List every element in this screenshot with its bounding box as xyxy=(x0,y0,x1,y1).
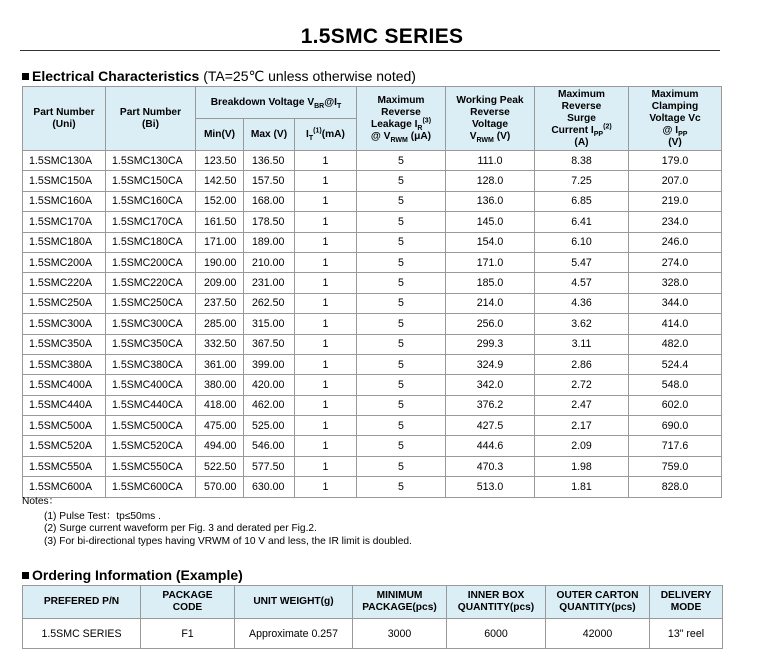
cell-max-v: 546.00 xyxy=(244,436,295,456)
cell-vrwm: 111.0 xyxy=(446,151,535,171)
cell-part-uni: 1.5SMC180A xyxy=(23,232,106,252)
header-it-ma: $I_T^{(1)}(mA)$ xyxy=(295,119,357,151)
title-divider xyxy=(20,50,720,51)
page-title: 1.5SMC SERIES xyxy=(300,25,464,48)
cell-vrwm: 376.2 xyxy=(446,395,535,415)
cell-it: 1 xyxy=(295,334,357,354)
cell-part-bi: 1.5SMC600CA xyxy=(106,477,196,497)
cell-vrwm: 427.5 xyxy=(446,416,535,436)
table-row xyxy=(23,477,722,497)
ordering-heading-text: Ordering Information (Example) xyxy=(32,567,243,583)
cell-leakage: 5 xyxy=(357,334,446,354)
cell-it: 1 xyxy=(295,151,357,171)
cell-surge-current: 2.86 xyxy=(535,354,629,374)
cell-leakage: 5 xyxy=(357,171,446,191)
cell-it: 1 xyxy=(295,354,357,374)
cell-part-bi: 1.5SMC160CA xyxy=(106,191,196,211)
cell-min-v: 142.50 xyxy=(196,171,244,191)
cell-min-v: 237.50 xyxy=(196,293,244,313)
electrical-condition: (TA=25℃ unless otherwise noted) xyxy=(203,68,416,84)
electrical-table-body xyxy=(23,151,722,498)
table-row xyxy=(23,395,722,415)
cell-part-uni: 1.5SMC250A xyxy=(23,293,106,313)
cell-leakage: 5 xyxy=(357,456,446,476)
cell-vrwm: 214.0 xyxy=(446,293,535,313)
cell-it: 1 xyxy=(295,171,357,191)
cell-surge-current: 6.10 xyxy=(535,232,629,252)
header-max-v: Max (V) xyxy=(244,119,295,151)
cell-min-v: 332.50 xyxy=(196,334,244,354)
cell-vrwm: 171.0 xyxy=(446,252,535,272)
cell-max-v: 420.00 xyxy=(244,375,295,395)
table-row xyxy=(23,293,722,313)
cell-surge-current: 1.81 xyxy=(535,477,629,497)
order-header-unit-weight: UNIT WEIGHT(g) xyxy=(235,586,353,619)
cell-surge-current: 1.98 xyxy=(535,456,629,476)
cell-part-uni: 1.5SMC130A xyxy=(23,151,106,171)
cell-leakage: 5 xyxy=(357,273,446,293)
cell-surge-current: 8.38 xyxy=(535,151,629,171)
cell-part-bi: 1.5SMC250CA xyxy=(106,293,196,313)
cell-surge-current: 3.11 xyxy=(535,334,629,354)
order-cell-unit-weight: Approximate 0.257 xyxy=(235,619,353,649)
order-header-package-code: PACKAGE CODE xyxy=(141,586,235,619)
cell-vrwm: 470.3 xyxy=(446,456,535,476)
order-header-delivery-mode: DELIVERY MODE xyxy=(650,586,723,619)
header-working-peak-voltage: Working Peak Reverse Voltage $V_{RWM}$ (V) xyxy=(446,87,535,151)
order-header-min-package: MINIMUM PACKAGE(pcs) xyxy=(353,586,447,619)
cell-max-v: 315.00 xyxy=(244,314,295,334)
cell-part-uni: 1.5SMC160A xyxy=(23,191,106,211)
cell-clamping-voltage: 344.0 xyxy=(629,293,722,313)
cell-surge-current: 2.47 xyxy=(535,395,629,415)
cell-leakage: 5 xyxy=(357,212,446,232)
header-min-v: Min(V) xyxy=(196,119,244,151)
cell-max-v: 157.50 xyxy=(244,171,295,191)
cell-leakage: 5 xyxy=(357,375,446,395)
cell-max-v: 178.50 xyxy=(244,212,295,232)
cell-clamping-voltage: 219.0 xyxy=(629,191,722,211)
cell-surge-current: 2.09 xyxy=(535,436,629,456)
header-leakage: Maximum Reverse Leakage $I_R^{(3)}$ @ $V_{RWM}$ (μA) xyxy=(357,87,446,151)
cell-part-bi: 1.5SMC400CA xyxy=(106,375,196,395)
cell-max-v: 462.00 xyxy=(244,395,295,415)
cell-it: 1 xyxy=(295,416,357,436)
cell-vrwm: 444.6 xyxy=(446,436,535,456)
cell-surge-current: 7.25 xyxy=(535,171,629,191)
cell-surge-current: 4.36 xyxy=(535,293,629,313)
electrical-heading-text: Electrical Characteristics xyxy=(32,68,200,84)
cell-part-bi: 1.5SMC380CA xyxy=(106,354,196,374)
cell-max-v: 210.00 xyxy=(244,252,295,272)
cell-clamping-voltage: 828.0 xyxy=(629,477,722,497)
cell-clamping-voltage: 548.0 xyxy=(629,375,722,395)
cell-surge-current: 3.62 xyxy=(535,314,629,334)
cell-it: 1 xyxy=(295,191,357,211)
cell-leakage: 5 xyxy=(357,191,446,211)
cell-it: 1 xyxy=(295,436,357,456)
cell-vrwm: 154.0 xyxy=(446,232,535,252)
ordering-information-table xyxy=(22,585,723,649)
cell-clamping-voltage: 759.0 xyxy=(629,456,722,476)
cell-it: 1 xyxy=(295,375,357,395)
cell-clamping-voltage: 328.0 xyxy=(629,273,722,293)
table-row xyxy=(23,334,722,354)
order-cell-inner-box: 6000 xyxy=(447,619,546,649)
cell-clamping-voltage: 274.0 xyxy=(629,252,722,272)
cell-part-uni: 1.5SMC380A xyxy=(23,354,106,374)
cell-part-uni: 1.5SMC150A xyxy=(23,171,106,191)
header-part-bi: Part Number (Bi) xyxy=(106,87,196,151)
cell-it: 1 xyxy=(295,252,357,272)
notes-block xyxy=(22,496,412,548)
cell-leakage: 5 xyxy=(357,354,446,374)
cell-clamping-voltage: 234.0 xyxy=(629,212,722,232)
cell-clamping-voltage: 246.0 xyxy=(629,232,722,252)
cell-max-v: 168.00 xyxy=(244,191,295,211)
cell-part-bi: 1.5SMC170CA xyxy=(106,212,196,232)
table-row xyxy=(23,375,722,395)
cell-vrwm: 324.9 xyxy=(446,354,535,374)
cell-min-v: 171.00 xyxy=(196,232,244,252)
cell-clamping-voltage: 482.0 xyxy=(629,334,722,354)
cell-max-v: 525.00 xyxy=(244,416,295,436)
cell-part-bi: 1.5SMC440CA xyxy=(106,395,196,415)
note-line: (3) For bi-directional types having VRWM of 10 V and less, the IR limit is doubled. xyxy=(44,535,412,547)
cell-leakage: 5 xyxy=(357,232,446,252)
table-row xyxy=(23,212,722,232)
cell-min-v: 570.00 xyxy=(196,477,244,497)
table-row xyxy=(23,252,722,272)
cell-leakage: 5 xyxy=(357,477,446,497)
cell-part-bi: 1.5SMC300CA xyxy=(106,314,196,334)
cell-part-bi: 1.5SMC150CA xyxy=(106,171,196,191)
cell-leakage: 5 xyxy=(357,293,446,313)
header-breakdown-voltage: Breakdown Voltage $V_{BR}@I_T$ xyxy=(196,87,357,119)
cell-part-bi: 1.5SMC180CA xyxy=(106,232,196,252)
cell-clamping-voltage: 717.6 xyxy=(629,436,722,456)
cell-vrwm: 256.0 xyxy=(446,314,535,334)
cell-surge-current: 6.41 xyxy=(535,212,629,232)
cell-min-v: 190.00 xyxy=(196,252,244,272)
electrical-characteristics-table xyxy=(22,86,722,498)
cell-leakage: 5 xyxy=(357,436,446,456)
cell-max-v: 367.50 xyxy=(244,334,295,354)
cell-max-v: 262.50 xyxy=(244,293,295,313)
cell-max-v: 577.50 xyxy=(244,456,295,476)
order-header-inner-box: INNER BOX QUANTITY(pcs) xyxy=(447,586,546,619)
cell-part-uni: 1.5SMC300A xyxy=(23,314,106,334)
cell-part-bi: 1.5SMC520CA xyxy=(106,436,196,456)
cell-part-bi: 1.5SMC350CA xyxy=(106,334,196,354)
cell-surge-current: 5.47 xyxy=(535,252,629,272)
table-row xyxy=(23,456,722,476)
cell-leakage: 5 xyxy=(357,395,446,415)
cell-min-v: 161.50 xyxy=(196,212,244,232)
cell-it: 1 xyxy=(295,456,357,476)
cell-vrwm: 513.0 xyxy=(446,477,535,497)
cell-min-v: 152.00 xyxy=(196,191,244,211)
cell-part-uni: 1.5SMC400A xyxy=(23,375,106,395)
cell-vrwm: 185.0 xyxy=(446,273,535,293)
cell-surge-current: 2.72 xyxy=(535,375,629,395)
table-row xyxy=(23,171,722,191)
table-row xyxy=(23,314,722,334)
cell-clamping-voltage: 179.0 xyxy=(629,151,722,171)
header-clamping-voltage: Maximum Clamping Voltage Vc @ $I_{PP}$ (V) xyxy=(629,87,722,151)
table-row xyxy=(23,151,722,171)
cell-part-bi: 1.5SMC130CA xyxy=(106,151,196,171)
cell-min-v: 123.50 xyxy=(196,151,244,171)
cell-clamping-voltage: 414.0 xyxy=(629,314,722,334)
square-bullet-icon xyxy=(22,572,29,579)
cell-part-uni: 1.5SMC350A xyxy=(23,334,106,354)
cell-it: 1 xyxy=(295,273,357,293)
note-line: (1) Pulse Test：tp≤50ms . xyxy=(44,510,161,522)
cell-max-v: 399.00 xyxy=(244,354,295,374)
cell-part-bi: 1.5SMC500CA xyxy=(106,416,196,436)
cell-surge-current: 6.85 xyxy=(535,191,629,211)
order-cell-min-package: 3000 xyxy=(353,619,447,649)
cell-it: 1 xyxy=(295,293,357,313)
table-row xyxy=(23,436,722,456)
table-row xyxy=(23,191,722,211)
header-part-uni: Part Number (Uni) xyxy=(23,87,106,151)
cell-surge-current: 2.17 xyxy=(535,416,629,436)
notes-heading: Notes： xyxy=(22,496,59,507)
cell-max-v: 189.00 xyxy=(244,232,295,252)
cell-vrwm: 145.0 xyxy=(446,212,535,232)
cell-min-v: 418.00 xyxy=(196,395,244,415)
order-header-pn: PREFERED P/N xyxy=(23,586,141,619)
table-row xyxy=(23,232,722,252)
order-cell-delivery-mode: 13" reel xyxy=(650,619,723,649)
cell-part-bi: 1.5SMC200CA xyxy=(106,252,196,272)
header-surge-current: Maximum Reverse Surge Current $I_{PP}^{(2)}$ (A) xyxy=(535,87,629,151)
cell-it: 1 xyxy=(295,232,357,252)
order-header-outer-carton: OUTER CARTON QUANTITY(pcs) xyxy=(546,586,650,619)
cell-it: 1 xyxy=(295,395,357,415)
cell-min-v: 209.00 xyxy=(196,273,244,293)
cell-part-uni: 1.5SMC220A xyxy=(23,273,106,293)
cell-min-v: 494.00 xyxy=(196,436,244,456)
cell-clamping-voltage: 602.0 xyxy=(629,395,722,415)
ordering-section-heading xyxy=(22,567,243,583)
cell-part-bi: 1.5SMC550CA xyxy=(106,456,196,476)
cell-it: 1 xyxy=(295,314,357,334)
cell-part-bi: 1.5SMC220CA xyxy=(106,273,196,293)
cell-vrwm: 299.3 xyxy=(446,334,535,354)
cell-min-v: 361.00 xyxy=(196,354,244,374)
cell-min-v: 380.00 xyxy=(196,375,244,395)
cell-it: 1 xyxy=(295,212,357,232)
cell-part-uni: 1.5SMC600A xyxy=(23,477,106,497)
cell-max-v: 231.00 xyxy=(244,273,295,293)
cell-min-v: 475.00 xyxy=(196,416,244,436)
table-row xyxy=(23,354,722,374)
electrical-section-heading xyxy=(22,68,416,85)
square-bullet-icon xyxy=(22,73,29,80)
cell-clamping-voltage: 207.0 xyxy=(629,171,722,191)
cell-vrwm: 128.0 xyxy=(446,171,535,191)
table-row xyxy=(23,619,723,649)
cell-leakage: 5 xyxy=(357,151,446,171)
table-row xyxy=(23,273,722,293)
cell-part-uni: 1.5SMC500A xyxy=(23,416,106,436)
cell-part-uni: 1.5SMC170A xyxy=(23,212,106,232)
cell-leakage: 5 xyxy=(357,416,446,436)
cell-surge-current: 4.57 xyxy=(535,273,629,293)
cell-min-v: 522.50 xyxy=(196,456,244,476)
cell-max-v: 136.50 xyxy=(244,151,295,171)
cell-leakage: 5 xyxy=(357,252,446,272)
cell-vrwm: 342.0 xyxy=(446,375,535,395)
cell-it: 1 xyxy=(295,477,357,497)
cell-clamping-voltage: 690.0 xyxy=(629,416,722,436)
cell-part-uni: 1.5SMC440A xyxy=(23,395,106,415)
cell-part-uni: 1.5SMC200A xyxy=(23,252,106,272)
cell-part-uni: 1.5SMC550A xyxy=(23,456,106,476)
cell-vrwm: 136.0 xyxy=(446,191,535,211)
table-row xyxy=(23,416,722,436)
cell-min-v: 285.00 xyxy=(196,314,244,334)
note-line: (2) Surge current waveform per Fig. 3 and derated per Fig.2. xyxy=(44,523,317,535)
cell-leakage: 5 xyxy=(357,314,446,334)
order-cell-outer-carton: 42000 xyxy=(546,619,650,649)
order-cell-pn: 1.5SMC SERIES xyxy=(23,619,141,649)
cell-part-uni: 1.5SMC520A xyxy=(23,436,106,456)
cell-clamping-voltage: 524.4 xyxy=(629,354,722,374)
order-cell-package-code: F1 xyxy=(141,619,235,649)
cell-max-v: 630.00 xyxy=(244,477,295,497)
